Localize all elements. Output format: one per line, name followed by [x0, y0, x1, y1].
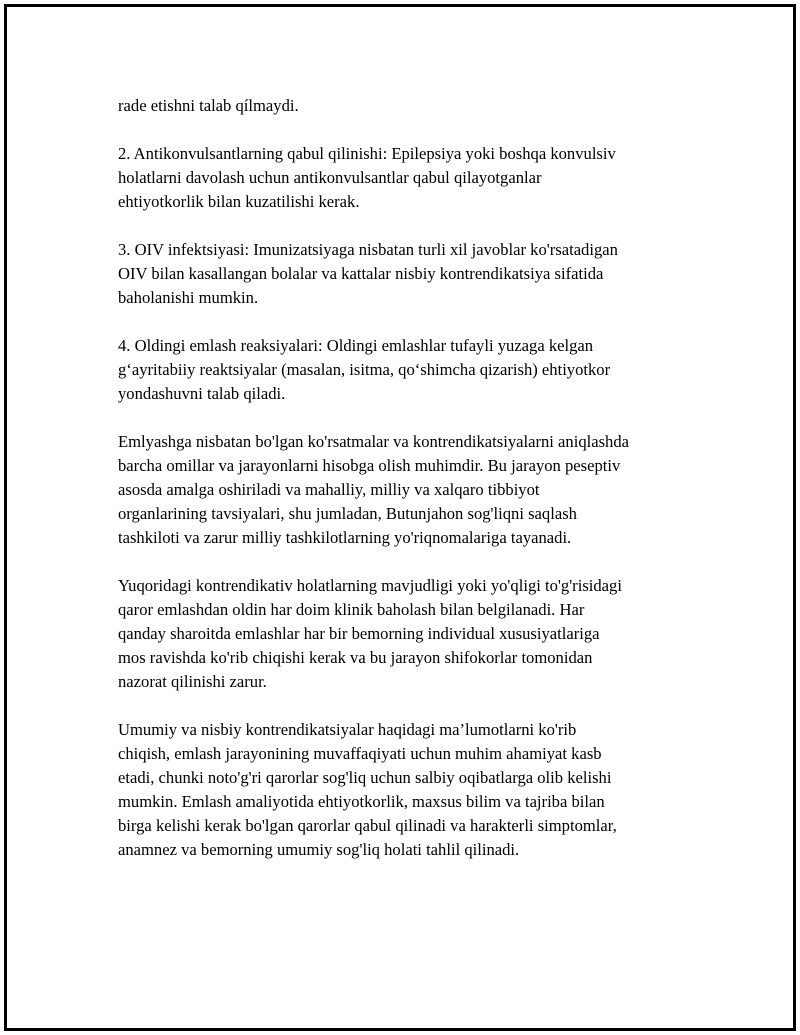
text-line: 2. Antikonvulsantlarning qabul qilinishi: Epilepsiya yoki boshqa konvulsiv	[118, 144, 616, 163]
paragraph-clinical-assessment	[118, 574, 698, 694]
text-line: asosda amalga oshiriladi va mahalliy, milliy va xalqaro tibbiyot	[118, 480, 540, 499]
paragraph-previous-reactions	[118, 334, 698, 406]
text-line: baholanishi mumkin.	[118, 288, 259, 307]
text-line: tashkiloti va zarur milliy tashkilotlarning yo'riqnomalariga tayanadi.	[118, 528, 572, 547]
paragraph-conclusion	[118, 718, 698, 862]
text-line: Yuqoridagi kontrendikativ holatlarning mavjudligi yoki yo'qligi to'g'risidagi	[118, 576, 622, 595]
text-line: yondashuvni talab qiladi.	[118, 384, 286, 403]
paragraph-anticonvulsants	[118, 142, 698, 214]
text-line: barcha omillar va jarayonlarni hisobga olish muhimdir. Bu jarayon peseptiv	[118, 456, 621, 475]
text-line: anamnez va bemorning umumiy sog'liq holati tahlil qilinadi.	[118, 840, 520, 859]
text-line: 3. OIV infektsiyasi: Imunizatsiyaga nisbatan turli xil javoblar ko'rsatadigan	[118, 240, 618, 259]
text-line: g‘ayritabiiy reaktsiyalar (masalan, isitma, qo‘shimcha qizarish) ehtiyotkor	[118, 360, 611, 379]
text-line: birga kelishi kerak bo'lgan qarorlar qabul qilinadi va harakterli simptomlar,	[118, 816, 617, 835]
text-line: qanday sharoitda emlashlar har bir bemorning individual xususiyatlariga	[118, 624, 600, 643]
paragraph-continuation	[118, 94, 698, 118]
text-line: mumkin. Emlash amaliyotida ehtiyotkorlik, maxsus bilim va tajriba bilan	[118, 792, 605, 811]
text-line: ehtiyotkorlik bilan kuzatilishi kerak.	[118, 192, 360, 211]
text-line: organlarining tavsiyalari, shu jumladan, Butunjahon sog'liqni saqlash	[118, 504, 577, 523]
paragraph-indications-factors	[118, 430, 698, 550]
text-line: qaror emlashdan oldin har doim klinik baholash bilan belgilanadi. Har	[118, 600, 585, 619]
document-body	[118, 94, 698, 886]
text-line: nazorat qilinishi zarur.	[118, 672, 267, 691]
text-line: Umumiy va nisbiy kontrendikatsiyalar haqidagi ma’lumotlarni ko'rib	[118, 720, 577, 739]
text-line: mos ravishda ko'rib chiqishi kerak va bu jarayon shifokorlar tomonidan	[118, 648, 593, 667]
text-line: OIV bilan kasallangan bolalar va kattalar nisbiy kontrendikatsiya sifatida	[118, 264, 604, 283]
text-line: rade etishni talab qílmaydi.	[118, 96, 299, 115]
text-line: chiqish, emlash jarayonining muvaffaqiyati uchun muhim ahamiyat kasb	[118, 744, 602, 763]
paragraph-hiv-infection	[118, 238, 698, 310]
text-line: holatlarni davolash uchun antikonvulsantlar qabul qilayotganlar	[118, 168, 542, 187]
text-line: 4. Oldingi emlash reaksiyalari: Oldingi emlashlar tufayli yuzaga kelgan	[118, 336, 594, 355]
text-line: etadi, chunki noto'g'ri qarorlar sog'liq uchun salbiy oqibatlarga olib kelishi	[118, 768, 612, 787]
text-line: Emlyashga nisbatan bo'lgan ko'rsatmalar va kontrendikatsiyalarni aniqlashda	[118, 432, 630, 451]
